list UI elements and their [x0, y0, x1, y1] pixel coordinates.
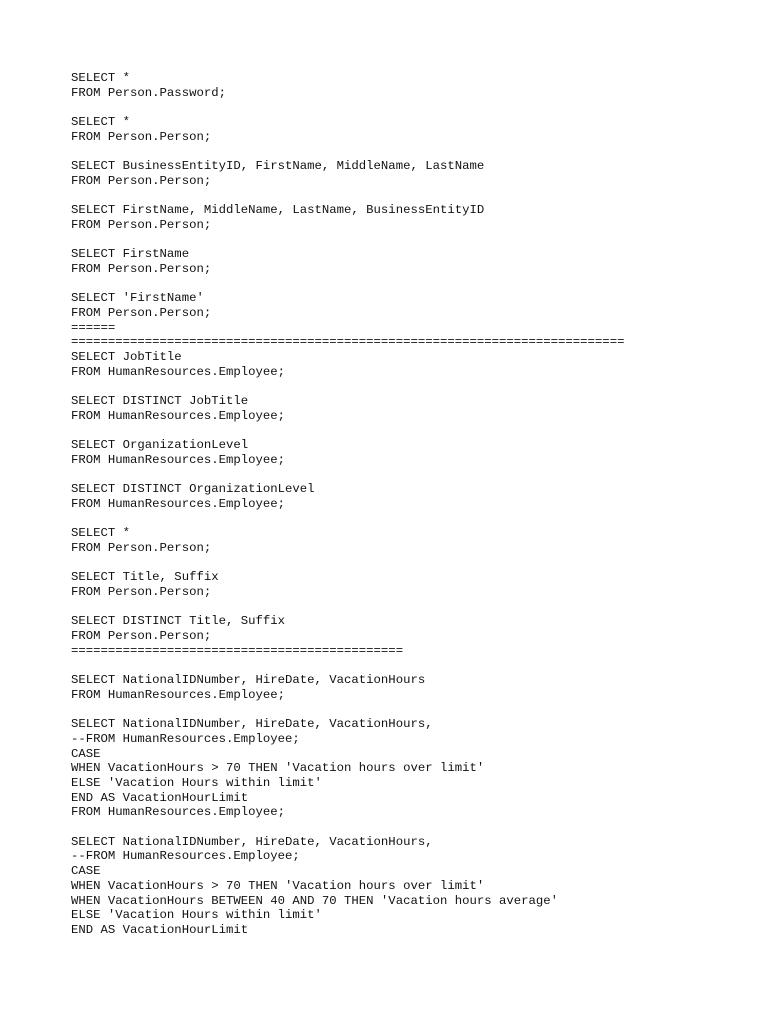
code-line: =============================================: [71, 643, 404, 658]
code-line: SELECT NationalIDNumber, HireDate, VacationHours: [71, 673, 426, 688]
code-line: SELECT *: [71, 526, 131, 541]
sql-code-block: [71, 71, 624, 938]
code-line: FROM Person.Person;: [71, 261, 212, 276]
code-line: [71, 144, 624, 159]
code-line: CASE: [71, 746, 101, 761]
code-line: [71, 379, 624, 394]
code-line: FROM Person.Person;: [71, 129, 212, 144]
code-line: FROM HumanResources.Employee;: [71, 805, 286, 820]
code-line: [71, 703, 624, 718]
code-line: --FROM HumanResources.Employee;: [71, 731, 300, 746]
code-line: [71, 424, 624, 439]
code-line: FROM Person.Person;: [71, 173, 212, 188]
code-line: SELECT OrganizationLevel: [71, 438, 249, 453]
code-line: FROM Person.Password;: [71, 85, 226, 100]
code-line: SELECT FirstName, MiddleName, LastName, BusinessEntityID: [71, 203, 485, 218]
code-line: [71, 233, 624, 248]
code-line: SELECT *: [71, 71, 131, 85]
code-line: [71, 277, 624, 292]
code-line: [71, 468, 624, 483]
code-line: SELECT NationalIDNumber, HireDate, VacationHours,: [71, 834, 433, 849]
code-line: WHEN VacationHours > 70 THEN 'Vacation hours over limit': [71, 878, 485, 893]
code-line: [71, 100, 624, 115]
code-line: SELECT DISTINCT JobTitle: [71, 394, 249, 409]
code-line: [71, 512, 624, 527]
code-line: SELECT JobTitle: [71, 350, 182, 365]
code-line: FROM Person.Person;: [71, 585, 212, 600]
code-line: FROM Person.Person;: [71, 306, 212, 320]
code-line: [71, 600, 624, 615]
code-line: [71, 820, 624, 835]
code-line: [71, 556, 624, 571]
code-line: ======: [71, 320, 116, 335]
code-line: FROM HumanResources.Employee;: [71, 687, 286, 702]
code-line: FROM Person.Person;: [71, 629, 212, 644]
code-line: [71, 189, 624, 204]
code-line: SELECT DISTINCT Title, Suffix: [71, 614, 286, 629]
code-line: END AS VacationHourLimit: [71, 790, 249, 805]
code-line: SELECT 'FirstName': [71, 291, 204, 306]
code-line: CASE: [71, 864, 101, 879]
code-line: ===========================================================================: [71, 335, 625, 350]
code-line: FROM HumanResources.Employee;: [71, 496, 286, 511]
code-line: --FROM HumanResources.Employee;: [71, 849, 300, 864]
code-line: FROM Person.Person;: [71, 217, 212, 232]
code-line: FROM HumanResources.Employee;: [71, 452, 286, 467]
code-line: SELECT Title, Suffix: [71, 570, 219, 585]
code-line: WHEN VacationHours BETWEEN 40 AND 70 THEN 'Vacation hours average': [71, 893, 559, 908]
code-line: FROM HumanResources.Employee;: [71, 364, 286, 379]
code-line: SELECT DISTINCT OrganizationLevel: [71, 482, 315, 497]
code-line: SELECT NationalIDNumber, HireDate, VacationHours,: [71, 717, 433, 732]
code-line: WHEN VacationHours > 70 THEN 'Vacation hours over limit': [71, 761, 485, 776]
code-line: ELSE 'Vacation Hours within limit': [71, 776, 322, 790]
code-line: SELECT *: [71, 115, 131, 130]
code-line: [71, 659, 624, 674]
code-line: SELECT BusinessEntityID, FirstName, MiddleName, LastName: [71, 159, 485, 174]
code-line: FROM Person.Person;: [71, 541, 212, 555]
code-line: FROM HumanResources.Employee;: [71, 408, 286, 423]
code-line: END AS VacationHourLimit: [71, 922, 249, 937]
code-line: SELECT FirstName: [71, 247, 190, 262]
code-line: ELSE 'Vacation Hours within limit': [71, 908, 322, 923]
